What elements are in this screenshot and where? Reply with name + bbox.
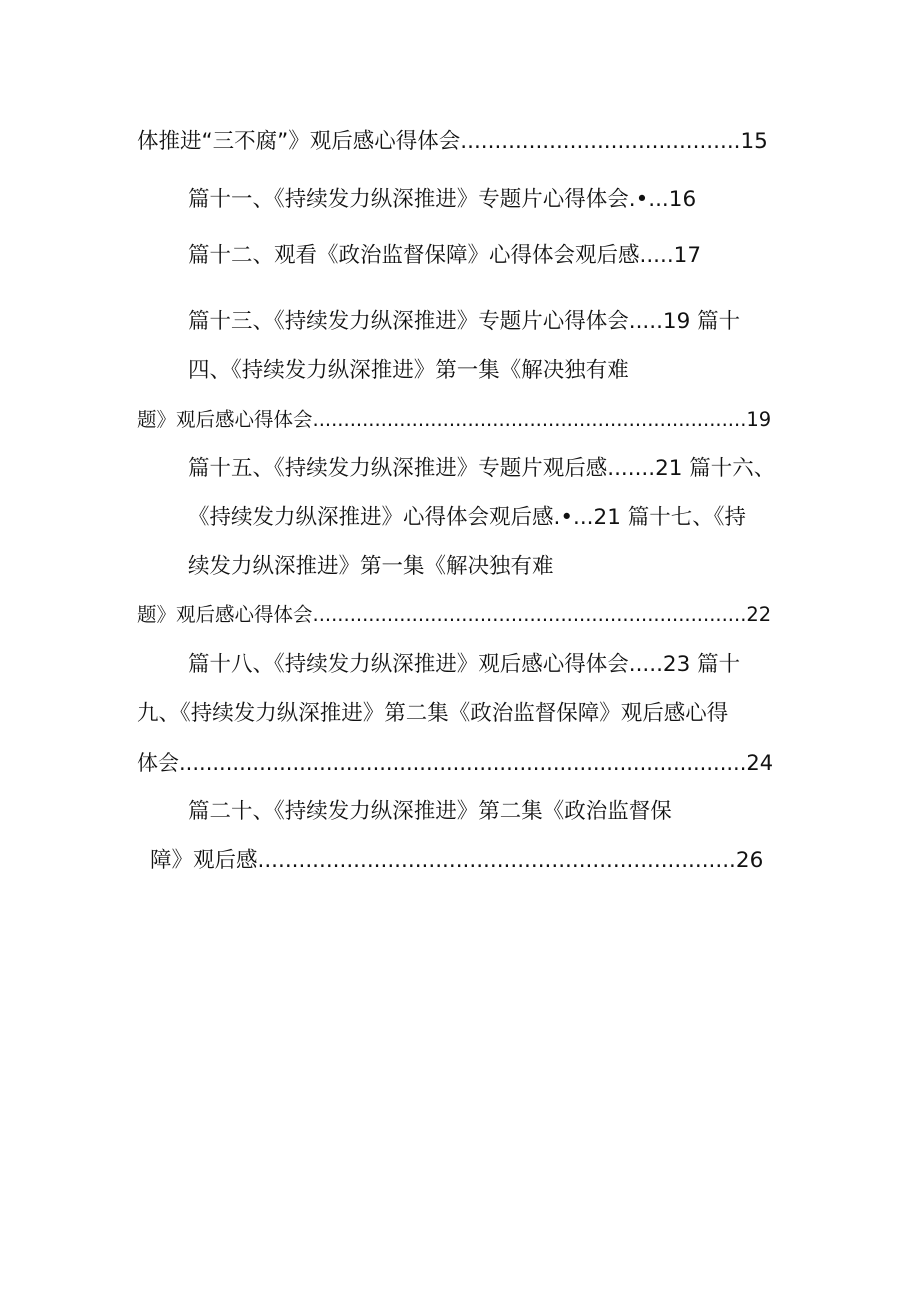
toc-line: 篇十八、《持续发力纵深推进》观后感心得体会.....23 篇十 [188, 652, 741, 677]
toc-line: 障》观后感......................................................................26 [150, 848, 764, 873]
toc-line: 篇二十、《持续发力纵深推进》第二集《政治监督保 [188, 799, 672, 824]
toc-line: 题》观后感心得体会......................................................................19 [137, 408, 772, 431]
toc-line: 《持续发力纵深推进》心得体会观后感.•...21 篇十七、《持 [188, 505, 746, 530]
toc-line: 九、《持续发力纵深推进》第二集《政治监督保障》观后感心得 [137, 701, 729, 726]
toc-line: 篇十三、《持续发力纵深推进》专题片心得体会.....19 篇十 [188, 309, 741, 334]
toc-line: 续发力纵深推进》第一集《解决独有难 [188, 554, 554, 579]
toc-line: 体推进“三不腐”》观后感心得体会.........................................15 [137, 129, 768, 154]
toc-line: 题》观后感心得体会......................................................................22 [137, 603, 772, 626]
toc-line: 篇十二、观看《政治监督保障》心得体会观后感.....17 [188, 243, 702, 268]
toc-line: 四、《持续发力纵深推进》第一集《解决独有难 [188, 358, 629, 383]
toc-line: 篇十五、《持续发力纵深推进》专题片观后感.......21 篇十六、 [188, 456, 776, 481]
toc-line: 篇十一、《持续发力纵深推进》专题片心得体会.•...16 [188, 187, 697, 212]
toc-line: 体会.....................................................................................24 [137, 751, 774, 775]
